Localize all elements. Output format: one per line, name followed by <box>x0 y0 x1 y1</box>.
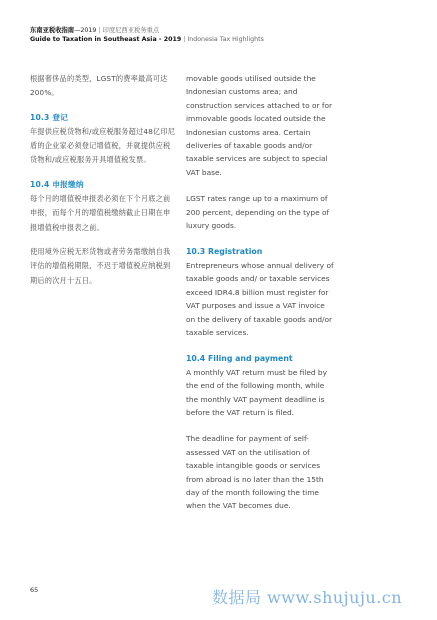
en-paragraph-filing: A monthly VAT return must be filed by the end of the following month, while the monthly VAT payment deadline is before the VAT return is filed. <box>186 367 327 417</box>
header-separator: | <box>183 36 186 43</box>
chinese-column <box>30 72 176 298</box>
header-zh-year: —2019 <box>74 27 97 34</box>
en-paragraph-lgst: LGST rates range up to a maximum of 200 percent, depending on the type of luxury goods. <box>186 194 330 231</box>
en-heading-registration: 10.3 Registration <box>186 247 263 257</box>
header-en-line <box>30 35 264 44</box>
en-heading-filing: 10.4 Filing and payment <box>186 354 293 364</box>
watermark: 数据局 www.shujuju.cn <box>212 588 403 607</box>
zh-paragraph-registration: 年提供应税货物和/或应税服务超过48亿印尼盾的企业家必须登记增值税，并就提供应税货物和/或应税服务开具增值税发票。 <box>30 126 176 165</box>
header-separator: | <box>98 27 101 34</box>
page-header <box>30 26 264 44</box>
header-en-title: Guide to Taxation in Southeast Asia - 2019 <box>30 36 182 43</box>
zh-paragraph-filing: 每个月的增值税申报表必须在下个月底之前申报，而每个月的增值税缴纳截止日期在申报增值税申报表之前。 <box>30 194 171 232</box>
english-column <box>186 72 336 526</box>
header-en-subtitle: Indonesia Tax Highlights <box>187 36 264 43</box>
en-paragraph-self-assessed: The deadline for payment of self-assessed VAT on the utilisation of taxable intangible goods or services from abroad is no later than the 15th day of the month following the time when the VAT becomes due. <box>186 434 324 511</box>
zh-paragraph-self-assessed: 使用境外应税无形货物或者劳务需缴纳自我评估的增值税期限，不迟于增值税应纳税到期后的次月十五日。 <box>30 246 171 285</box>
zh-paragraph-lgst: 根据奢侈品的类型，LGST的费率最高可达200%。 <box>30 74 168 98</box>
zh-heading-registration: 10.3 登记 <box>30 112 68 122</box>
page-number: 65 <box>30 586 39 594</box>
en-paragraph-registration: Entrepreneurs whose annual delivery of taxable goods and/ or taxable services exceed IDR4.8 billion must register for VAT purposes and issue a VAT invoice on the delivery of taxable goods and/or taxable services. <box>186 260 334 337</box>
en-paragraph-deliveries: movable goods utilised outside the Indonesian customs area; and construction services attached to or for immovable goods located outside the Indonesian customs area. Certain deliveries of taxable goods and/or taxable services are subject to special VAT base. <box>186 74 333 177</box>
header-zh-title: 东南亚税收指南 <box>30 27 75 34</box>
zh-heading-filing: 10.4 申报缴纳 <box>30 179 84 189</box>
header-zh-subtitle: 印度尼西亚税务重点 <box>102 27 160 34</box>
header-zh-line <box>30 26 264 35</box>
